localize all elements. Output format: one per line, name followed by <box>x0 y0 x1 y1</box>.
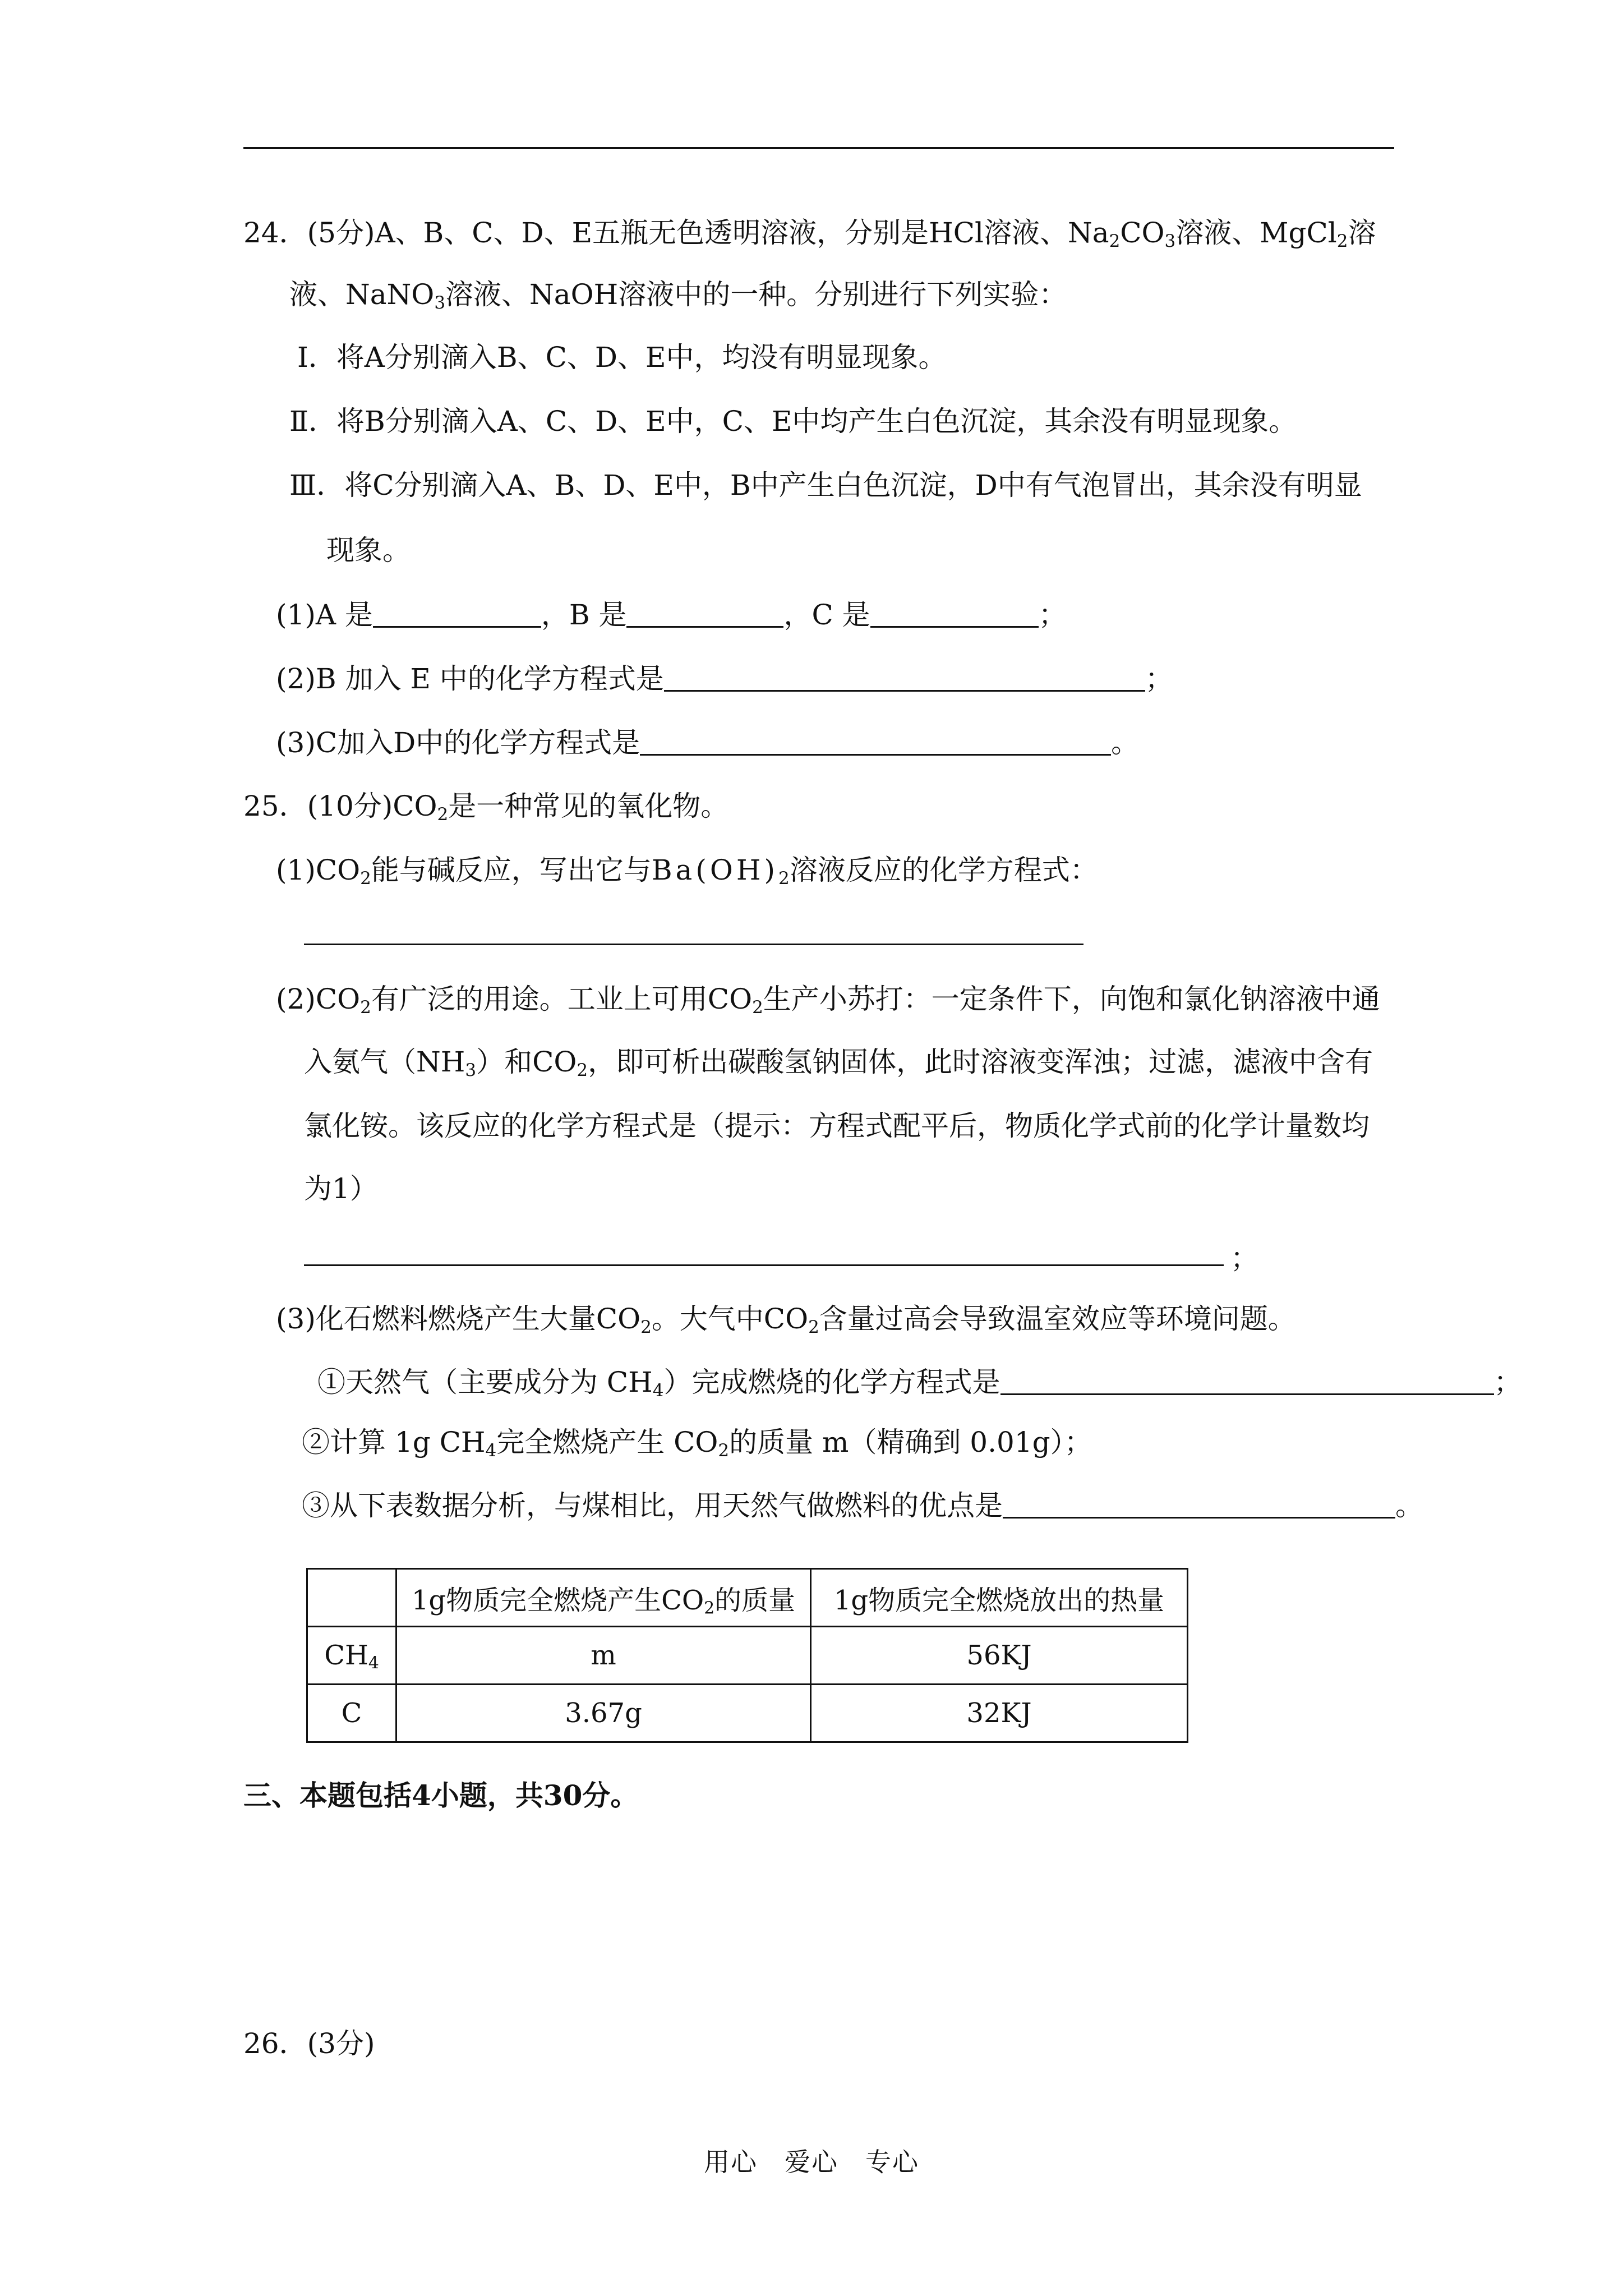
q25-part-2-line4: 为1） <box>304 1172 378 1205</box>
q25-title: 25．(10分)$CO_2$是一种常见的氧化物。 <box>243 790 729 825</box>
section-heading: 三、本题包括4小题，共30分。 <box>243 1779 639 1812</box>
q24-step-1: Ⅰ．将A分别滴入B、C、D、E中，均没有明显现象。 <box>297 341 947 374</box>
q24-part-3: (3)C加入D中的化学方程式是 。 <box>276 726 1140 759</box>
header-rule <box>243 147 1394 149</box>
answer-line[interactable] <box>304 944 1083 945</box>
q24-step-3-cont: 现象。 <box>326 534 411 567</box>
answer-blank[interactable] <box>870 599 1039 628</box>
answer-blank[interactable] <box>626 599 783 628</box>
q25-part-3: (3)化石燃料燃烧产生大量$CO_2$。大气中$CO_2$含量过高会导致温室效应等环境问题。 <box>276 1303 1296 1337</box>
table-row <box>307 1685 1188 1742</box>
answer-line[interactable] <box>304 1264 1224 1266</box>
table-cell: m <box>396 1627 811 1685</box>
q25-part-2-line1: $(2)CO_2$有广泛的用途。工业上可用$CO_2$生产小苏打：一定条件下，向饱和氯化钠溶液中通 <box>276 983 1380 1018</box>
q25-sub-2: ②计算 1g $CH_4$完全燃烧产生 $CO_2$的质量 m（精确到 0.01g）； <box>302 1426 1092 1461</box>
q25-sub-3: ③从下表数据分析，与煤相比，用天然气做燃料的优点是 。 <box>302 1489 1423 1522</box>
table-cell: 56KJ <box>811 1627 1188 1685</box>
table-header-row <box>307 1569 1188 1627</box>
table-cell <box>307 1569 396 1627</box>
table-cell: C <box>307 1685 396 1742</box>
q24-step-3: Ⅲ．将C分别滴入A、B、D、E中，B中产生白色沉淀，D中有气泡冒出，其余没有明显 <box>289 469 1362 501</box>
q24-step-2: Ⅱ．将B分别滴入A、C、D、E中，C、E中均产生白色沉淀，其余没有明显现象。 <box>289 405 1297 438</box>
page-footer: 用心 爱心 专心 <box>704 2147 919 2177</box>
answer-blank[interactable] <box>1003 1490 1395 1519</box>
table-cell: 3.67g <box>396 1685 811 1742</box>
table-cell: $CH_4$ <box>307 1627 396 1685</box>
q25-part-1: $(1)CO_2$能与碱反应，写出它与$Ba(OH)_2$溶液反应的化学方程式： <box>276 854 1098 889</box>
answer-blank[interactable] <box>1000 1366 1494 1395</box>
table-row <box>307 1627 1188 1685</box>
q24-part-2: (2)B 加入 E 中的化学方程式是 ； <box>276 662 1173 695</box>
answer-blank[interactable] <box>373 599 541 628</box>
q26-title: 26．(3分) <box>243 2027 375 2060</box>
q24-intro: 24．(5分)A、B、C、D、E五瓶无色透明溶液，分别是HCl溶液、$Na_2CO_3$溶液、MgCl$_2$溶 <box>243 217 1376 251</box>
q25-part-2-end: ； <box>1230 1242 1258 1274</box>
combustion-data-table <box>306 1568 1188 1743</box>
q24-intro-line2: 液、NaNO$_3$溶液、NaOH溶液中的一种。分别进行下列实验： <box>289 278 1067 313</box>
q24-part-1: (1)A 是 ，B 是 ，C 是 ； <box>276 599 1067 631</box>
answer-blank[interactable] <box>664 663 1145 692</box>
q25-sub-1: ①天然气（主要成分为 $CH_4$）完成燃烧的化学方程式是 ； <box>317 1366 1522 1401</box>
answer-blank[interactable] <box>640 727 1111 756</box>
q25-part-2-line2: 入氨气$(NH_3)$和$CO_2$，即可析出碳酸氢钠固体，此时溶液变浑浊；过滤，滤液中含有 <box>304 1046 1373 1080</box>
table-cell: 32KJ <box>811 1685 1188 1742</box>
table-header-cell: 1g物质完全燃烧放出的热量 <box>811 1569 1188 1627</box>
table-header-cell: 1g物质完全燃烧产生$CO_2$的质量 <box>396 1569 811 1627</box>
q25-part-2-line3: 氯化铵。该反应的化学方程式是（提示：方程式配平后，物质化学式前的化学计量数均 <box>304 1110 1370 1142</box>
